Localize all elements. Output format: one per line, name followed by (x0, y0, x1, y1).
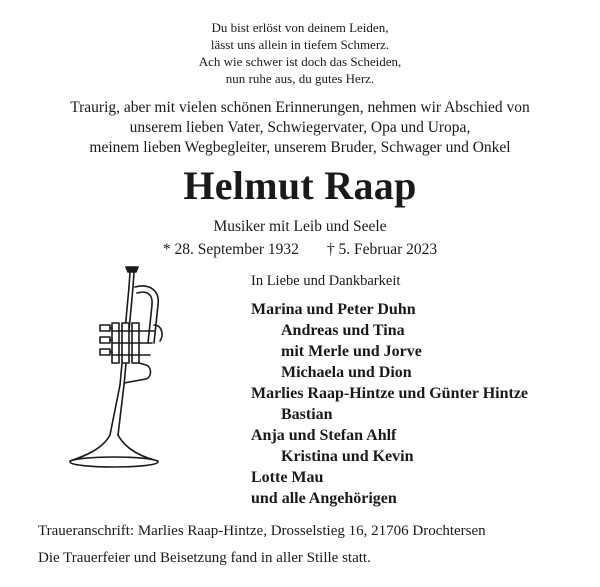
family-member: Kristina und Kevin (281, 448, 414, 465)
family-member: Bastian (281, 406, 333, 423)
mourning-address: Traueranschrift: Marlies Raap-Hintze, Drosselstieg 16, 21706 Drochtersen (38, 523, 486, 539)
family-member: Lotte Mau (251, 469, 324, 486)
trumpet-icon (60, 265, 170, 470)
intro-text (0, 98, 600, 158)
birth-date: * 28. September 1932 (162, 241, 299, 258)
poem-line: lässt uns allein in tiefem Schmerz. (210, 37, 390, 52)
deceased-subtitle: Musiker mit Leib und Seele (213, 218, 387, 235)
intro-line: unserem lieben Vater, Schwiegervater, Opa und Uropa, (129, 119, 471, 136)
family-member: Anja und Stefan Ahlf (251, 427, 397, 444)
family-lead: In Liebe und Dankbarkeit (251, 273, 401, 289)
death-date: † 5. Februar 2023 (326, 241, 438, 258)
family-member: Andreas und Tina (281, 322, 405, 339)
family-member: Marlies Raap-Hintze und Günter Hintze (251, 385, 529, 402)
life-dates (0, 240, 600, 260)
family-list (251, 271, 591, 509)
family-member: mit Merle und Jorve (281, 343, 422, 360)
poem-line: Ach wie schwer ist doch das Scheiden, (198, 54, 402, 69)
poem (0, 19, 600, 87)
family-member: Marina und Peter Duhn (251, 301, 416, 318)
intro-line: meinem lieben Wegbegleiter, unserem Bruder, Schwager und Onkel (89, 139, 511, 156)
funeral-note: Die Trauerfeier und Beisetzung fand in aller Stille statt. (38, 550, 371, 566)
family-member: und alle Angehörigen (251, 490, 397, 507)
intro-line: Traurig, aber mit vielen schönen Erinnerungen, nehmen wir Abschied von (70, 99, 530, 116)
poem-line: nun ruhe aus, du gutes Herz. (225, 71, 375, 86)
poem-line: Du bist erlöst von deinem Leiden, (211, 20, 389, 35)
family-member: Michaela und Dion (281, 364, 412, 381)
deceased-name: Helmut Raap (183, 163, 417, 208)
